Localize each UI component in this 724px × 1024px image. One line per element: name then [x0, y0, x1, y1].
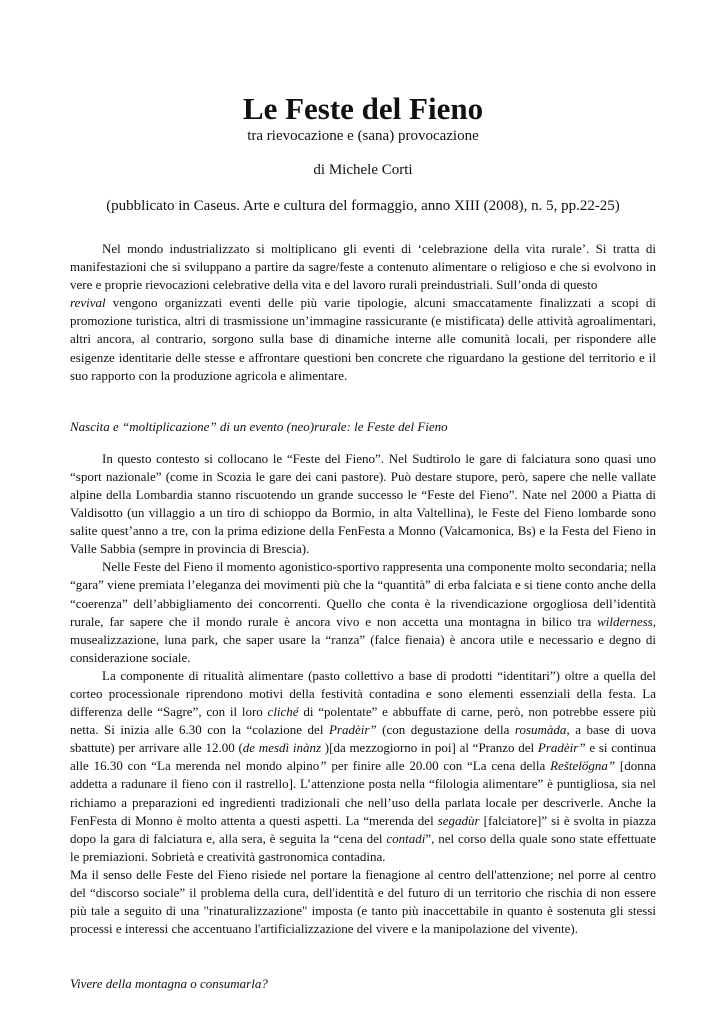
- section-heading-vivere: Vivere della montagna o consumarla?: [70, 976, 268, 992]
- intro-paragraph: Nel mondo industrializzato si moltiplicano gli eventi di ‘celebrazione della vita rurale’. Si tratta di manifestazioni che si sviluppano a partire da sagre/feste a contenuto alimentare o religioso e che si evolvono in vere e proprie rievocazioni celebrative della vita e del lavoro rurali preindustriali. Sull’onda di questo revival vengono organizzati eventi delle più varie tipologie, alcuni smaccatamente finalizzati a scopi di promozione turistica, altri di trasmissione un’immagine rassicurante (e mistificata) delle attività agroalimentari, altri ancora, al contrario, sorgono sulla base di dinamiche interne alle comunità locali, per rispondere alle esigenze identitarie delle stesse e affrontare questioni ben concrete che riguardano la gestione del territorio e il suo rapporto con la produzione agricola e alimentare.: [70, 241, 656, 383]
- author-line: di Michele Corti: [313, 162, 413, 178]
- document-subtitle: tra rievocazione e (sana) provocazione: [247, 128, 479, 144]
- paragraph-agonistico: Nelle Feste del Fieno il momento agonistico-sportivo rappresenta una componente molto secondaria; nella “gara” viene premiata l’eleganza dei movimenti più che la “quantità” di erba falciata e si tiene conto anche della “coerenza” dell’abbigliamento dei concorrenti. Quello che conta è la rivendicazione orgogliosa dell’identità rurale, far sapere che il mondo rurale è ancora vivo e non accetta una montagna in bilico tra wilderness, musealizzazione, luna park, che saper usare la “ranza” (falce fienaia) è ancora utile e necessario e degno di considerazione sociale.: [70, 559, 656, 665]
- paragraph-contesto: In questo contesto si collocano le “Feste del Fieno”. Nel Sudtirolo le gare di falciatura sono quasi uno “sport nazionale” (come in Scozia le gare dei cani pastore). Può destare stupore, però, sapere che nelle vallate alpine della Lombardia stanno riscuotendo un grande successo le “Feste del Fieno”. Nate nel 2000 a Piatta di Valdisotto (un villaggio a un tiro di schioppo da Bormio, in alta Valtellina), le Feste del Fieno lombarde sono salite quest’anno a tre, con la prima edizione della FenFesta a Monno (Valcamonica, Bs) e la Festa del Fieno in Valle Sabbia (sempre in provincia di Brescia).: [70, 450, 656, 557]
- paragraph-ritualita-alimentare: La componente di ritualità alimentare (pasto collettivo a base di prodotti “identitari”) oltre a quella del corteo processionale riprendono motivi della festività contadina e sono elementi essenziali della festa. La differenza delle “Sagre”, con il loro cliché di “polentate” e abbuffate di carne, però, non potrebbe essere più netta. Si inizia alle 6.30 con la “colazione del Pradèir” (con degustazione della rosumàda, a base di uova sbattute) per arrivare alle 12.00 (de mesdì inànz )[da mezzogiorno in poi] al “Pranzo del Pradèir” e si continua alle 16.30 con “La merenda nel mondo alpino” per finire alle 20.00 con “La cena della Reštelögna” [donna addetta a radunare il fieno con il rastrello]. L’attenzione posta nella “filologia alimentare” è puntigliosa, sia nel richiamo a preparazioni ed ingredienti tradizionali che nell’uso della parlata locale per descriverle. Anche la FenFesta di Monno è molto attenta a questi aspetti. La “merenda del segadùr [falciatore]” si è svolta in piazza dopo la gara di falciatura e, alla sera, è seguita la “cena del contadi”, nel corso della quale sono state effettuate le premiazioni. Sobrietà e creatività gastronomica contadina.: [70, 667, 656, 864]
- publication-note: (pubblicato in Caseus. Arte e cultura del formaggio, anno XIII (2008), n. 5, pp.22-25): [106, 198, 620, 214]
- paragraph-senso-feste: Ma il senso delle Feste del Fieno risiede nel portare la fienagione al centro dell'attenzione; nel porre al centro del “discorso sociale” il problema della cura, dell'identità e del futuro di un territorio che rischia di non essere più tale a seguito di una "rinaturalizzazione" imposta (e tanto più inaccettabile in quanto è sostenuta gli stessi processi e interessi che accentuano l'artificializzazione del vivere e la manipolazione del vivente).: [70, 866, 656, 937]
- section-heading-nascita: Nascita e “moltiplicazione” di un evento (neo)rurale: le Feste del Fieno: [70, 418, 448, 434]
- document-page: [70, 0, 656, 993]
- document-title: Le Feste del Fieno: [242, 91, 484, 126]
